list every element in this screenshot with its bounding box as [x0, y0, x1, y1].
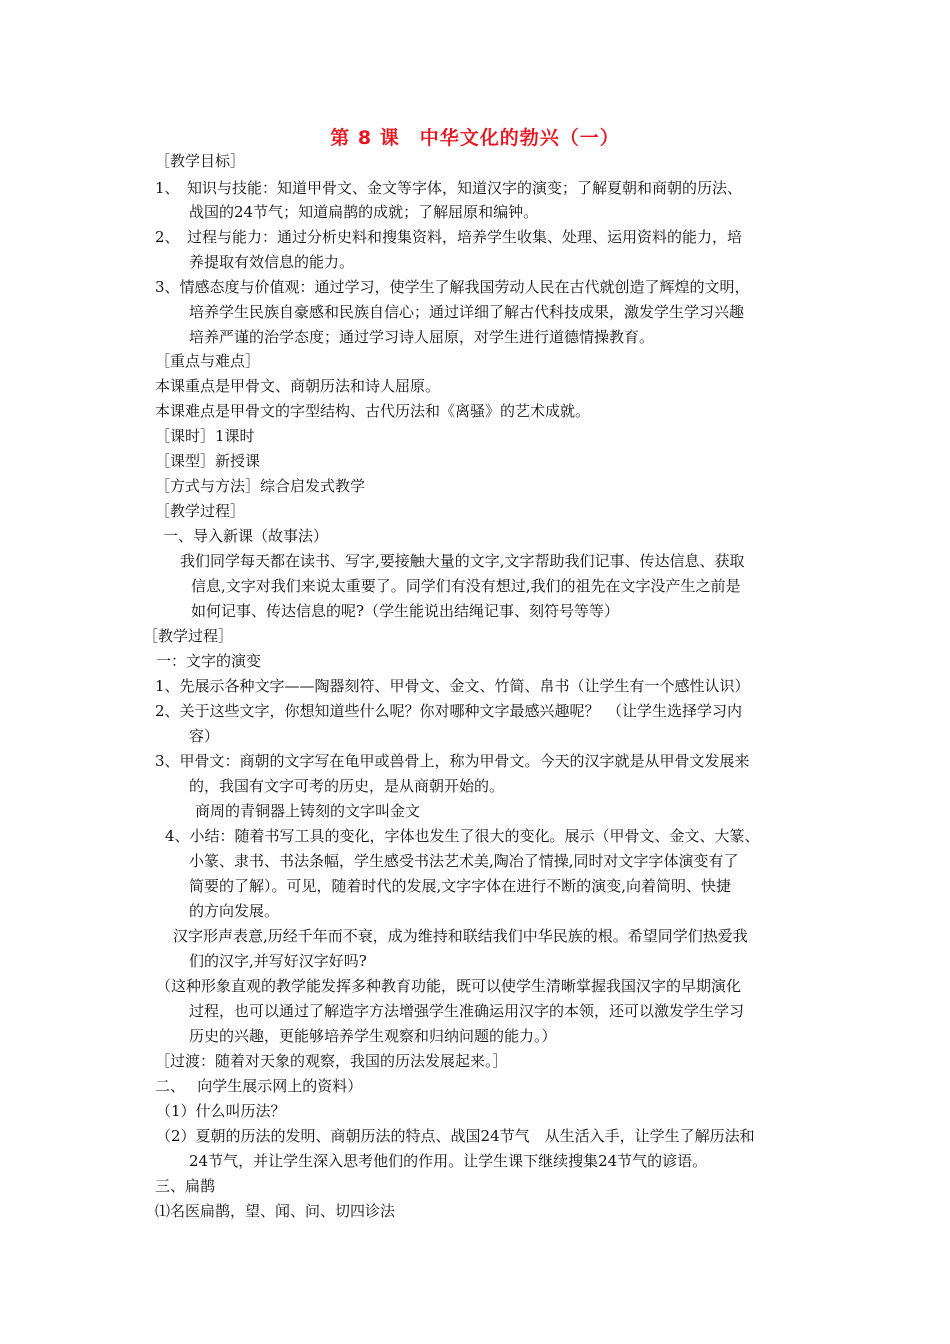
text-line: 二、 向学生展示网上的资料）: [155, 1077, 363, 1095]
text-line: 2、 过程与能力：通过分析史料和搜集资料，培养学生收集、处理、运用资料的能力，培: [155, 228, 743, 246]
text-line: 1、先展示各种文字——陶器刻符、甲骨文、金文、竹简、帛书（让学生有一个感性认识）: [155, 677, 750, 695]
text-line: ［过渡：随着对天象的观察，我国的历法发展起来。］: [155, 1052, 508, 1070]
text-line: 3、情感态度与价值观：通过学习，使学生了解我国劳动人民在古代就创造了辉煌的文明，: [155, 278, 750, 296]
text-line: ［课时］1课时: [155, 427, 255, 445]
text-line: 的，我国有文字可考的历史，是从商朝开始的。: [189, 777, 505, 795]
text-line: 战国的24节气；知道扁鹊的成就；了解屈原和编钟。: [189, 203, 539, 221]
text-line: 的方向发展。: [189, 902, 280, 920]
text-line: 4、小结：随着书写工具的变化，字体也发生了很大的变化。展示（甲骨文、金文、大篆、: [165, 827, 760, 845]
text-line: （1）什么叫历法？: [156, 1102, 286, 1120]
lesson-title: 第 8 课 中华文化的勃兴（一）: [330, 127, 620, 149]
text-line: 一、导入新课（故事法）: [163, 527, 329, 545]
section-heading: ［教学过程］: [155, 502, 246, 520]
text-line: ［方式与方法］综合启发式教学: [155, 477, 366, 495]
section-heading: ［教学过程］: [143, 627, 234, 645]
text-line: 一：文字的演变: [156, 652, 262, 670]
text-line: 商周的青铜器上铸刻的文字叫金文: [195, 802, 421, 820]
text-line: 三、扁鹊: [155, 1177, 216, 1195]
text-line: 过程，也可以通过了解造字方法增强学生准确运用汉字的本领，还可以激发学生学习: [189, 1002, 745, 1020]
text-line: ［教学目标］: [155, 152, 246, 170]
text-line: 简要的了解）。可见，随着时代的发展,文字字体在进行不断的演变,向着简明、快捷: [189, 877, 732, 895]
section-heading: ［重点与难点］: [155, 352, 261, 370]
text-line: 2、关于这些文字，你想知道些什么呢？你对哪种文字最感兴趣呢？ （让学生选择学习内: [155, 702, 743, 720]
text-line: 本课难点是甲骨文的字型结构、古代历法和《离骚》的艺术成就。: [155, 402, 591, 420]
text-line: 24节气，并让学生深入思考他们的作用。让学生课下继续搜集24节气的谚语。: [189, 1152, 708, 1170]
text-line: 1、 知识与技能：知道甲骨文、金文等字体，知道汉字的演变；了解夏朝和商朝的历法、: [155, 179, 743, 197]
text-line: 容）: [189, 727, 220, 745]
text-line: 养提取有效信息的能力。: [189, 253, 355, 271]
text-line: 我们同学每天都在读书、写字,要接触大量的文字,文字帮助我们记事、传达信息、获取: [180, 552, 745, 570]
text-line: （2）夏朝的历法的发明、商朝历法的特点、战国24节气 从生活入手，让学生了解历法和: [156, 1127, 755, 1145]
text-line: ［课型］新授课: [155, 452, 261, 470]
text-line: 信息,文字对我们来说太重要了。同学们有没有想过,我们的祖先在文字没产生之前是: [191, 577, 741, 595]
text-line: 历史的兴趣，更能够培养学生观察和归纳问题的能力。）: [189, 1027, 557, 1045]
text-line: ⑴名医扁鹊，望、闻、问、切四诊法: [155, 1202, 396, 1220]
text-line: 本课重点是甲骨文、商朝历法和诗人屈原。: [155, 377, 441, 395]
text-line: 培养严谨的治学态度；通过学习诗人屈原，对学生进行道德情操教育。: [189, 328, 655, 346]
text-line: 们的汉字,并写好汉字好吗?: [189, 952, 367, 970]
text-line: 汉字形声表意,历经千年而不衰，成为维持和联结我们中华民族的根。希望同学们热爱我: [173, 927, 748, 945]
text-line: 小篆、隶书、书法条幅，学生感受书法艺术美,陶冶了情操,同时对文字字体演变有了: [189, 852, 739, 870]
text-line: 3、甲骨文：商朝的文字写在龟甲或兽骨上，称为甲骨文。今天的汉字就是从甲骨文发展来: [155, 752, 750, 770]
text-line: （这种形象直观的教学能发挥多种教育功能，既可以使学生清晰掌握我国汉字的早期演化: [156, 977, 742, 995]
text-line: 培养学生民族自豪感和民族自信心；通过详细了解古代科技成果，激发学生学习兴趣: [189, 303, 745, 321]
text-line: 如何记事、传达信息的呢?（学生能说出结绳记事、刻符号等等）: [191, 602, 620, 620]
